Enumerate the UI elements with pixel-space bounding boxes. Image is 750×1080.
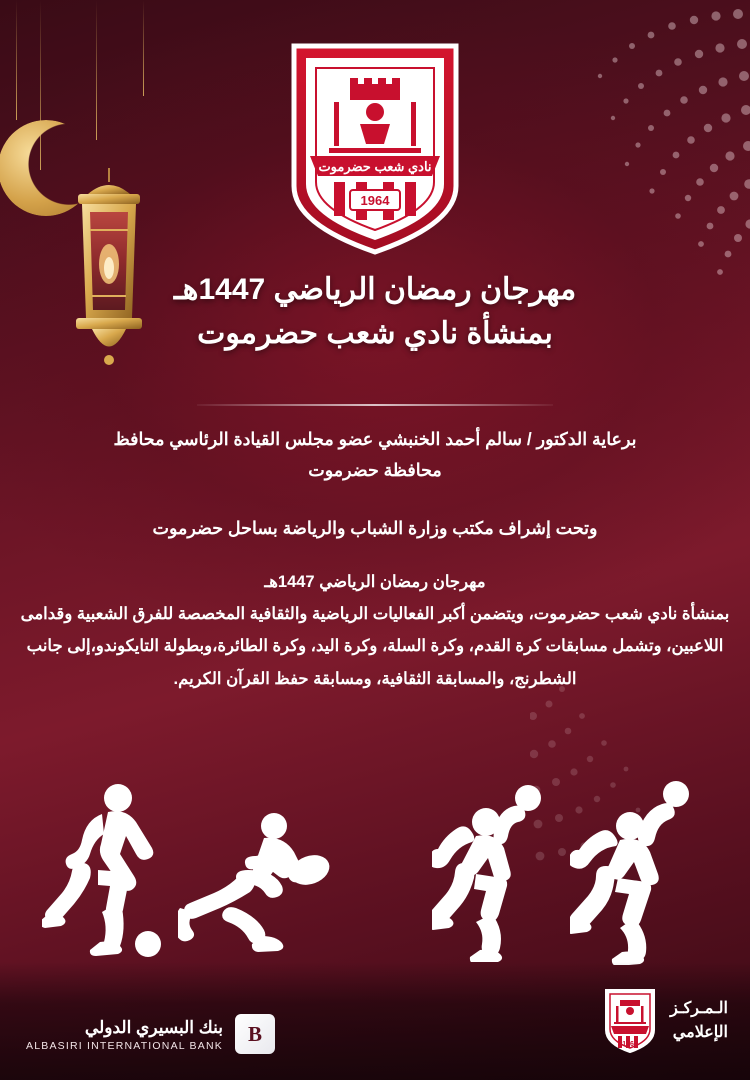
bank-name-ar: بنك البسيري الدولي: [84, 1018, 223, 1038]
body-heading: مهرجان رمضان الرياضي 1447هـ: [264, 573, 486, 591]
media-center-line-1: الـمـركـز: [670, 1000, 728, 1017]
bank-sponsor-logo: [26, 1014, 275, 1054]
supervision-text: وتحت إشراف مكتب وزارة الشباب والرياضة بساحل حضرموت: [152, 518, 598, 538]
footer: [0, 962, 750, 1080]
media-center-crest-icon: [602, 986, 658, 1056]
athlete-silhouettes: [0, 770, 750, 970]
crest-club-name: نادي شعب حضرموت: [318, 159, 432, 174]
handball-player-silhouette-icon: [432, 782, 552, 962]
volleyball-player-silhouette-icon: [570, 780, 700, 965]
media-logo-year: 1964: [622, 1041, 638, 1048]
body-text: [0, 566, 750, 695]
footballer-silhouette-icon: [42, 778, 172, 963]
media-center-labels: [670, 997, 728, 1045]
title-line-2: بمنشأة نادي شعب حضرموت: [197, 316, 553, 350]
bank-name-block: [26, 1016, 223, 1052]
club-crest-icon: [282, 36, 468, 262]
divider: [197, 404, 553, 406]
bank-mark-icon: B: [235, 1014, 275, 1054]
media-center-line-2: الإعلامي: [672, 1024, 728, 1041]
page-title: [0, 268, 750, 355]
media-center-logo: [602, 986, 728, 1056]
patron-line-1: برعاية الدكتور / سالم أحمد الخنبشي عضو مجلس القيادة الرئاسي محافظ: [113, 429, 637, 449]
patron-line-2: محافظة حضرموت: [308, 459, 442, 480]
bank-name-en: ALBASIRI INTERNATIONAL BANK: [26, 1039, 223, 1052]
patron-text: [0, 424, 750, 485]
body-paragraph: بمنشأة نادي شعب حضرموت، ويتضمن أكبر الفعاليات الرياضية والثقافية المخصصة للفرق الشعبية وقدامى اللاعبين، وتشمل مسابقات كرة القدم، وكرة السلة، وكرة اليد، وكرة الطائرة،وبطولة التايكوندو،إلى جانب الشطرنج، والمسابقة الثقافية، ومسابقة حفظ القرآن الكريم.: [20, 605, 730, 688]
rugby-player-silhouette-icon: [178, 808, 338, 958]
crest-year: 1964: [360, 193, 390, 208]
club-crest: [0, 36, 750, 262]
title-line-1: مهرجان رمضان الرياضي 1447هـ: [173, 273, 577, 306]
